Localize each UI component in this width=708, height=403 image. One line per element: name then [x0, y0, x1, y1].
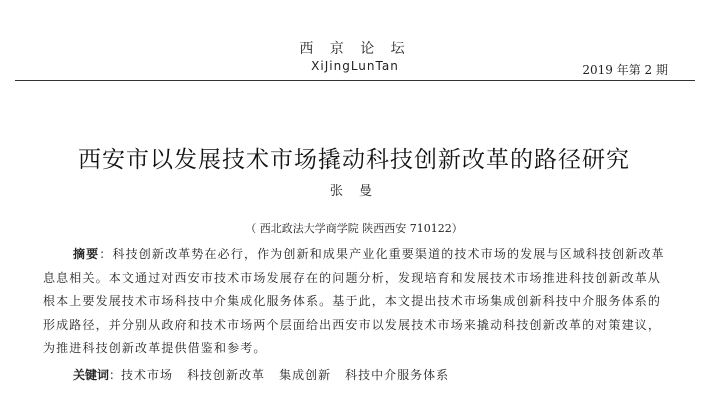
issue-number: 2019 年第 2 期 [582, 63, 668, 77]
abstract-label: 摘要 [73, 247, 100, 261]
article-author: 张 曼 [329, 184, 379, 199]
abstract-text: 科技创新改革势在必行，作为创新和成果产业化重要渠道的技术市场的发展与区域科技创新改革息息相关。本文通过对西安市技术市场发展存在的问题分析，发现培育和发展技术市场推进科技创新改革从根本上要发展技术市场科技中介集成化服务体系。基于此，本文提出技术市场集成创新科技中介服务体系的形成路径，并分别从政府和技术市场两个层面给出西安市以发展技术市场来撬动科技创新改革的对策建议，为推进科技创新改革提供借鉴和参考。 [43, 247, 665, 355]
journal-header [270, 40, 440, 74]
keywords-label: 关键词 [73, 368, 110, 382]
keywords-separator: ： [109, 368, 122, 382]
keyword-item: 技术市场 [121, 368, 174, 382]
author-affiliation: （ 西北政法大学商学院 陕西西安 710122） [245, 222, 463, 235]
article-title: 西安市以发展技术市场撬动科技创新改革的路径研究 [78, 147, 630, 173]
keyword-item: 科技创新改革 [187, 368, 266, 382]
abstract-separator: ： [99, 247, 113, 261]
header-divider [15, 80, 695, 81]
keywords-line [43, 365, 673, 385]
journal-name-cn: 西 京 论 坛 [299, 41, 411, 57]
keyword-item: 科技中介服务体系 [345, 368, 450, 382]
keyword-item: 集成创新 [279, 368, 332, 382]
abstract-paragraph [43, 243, 673, 361]
journal-name-en: XiJingLunTan [311, 59, 399, 73]
